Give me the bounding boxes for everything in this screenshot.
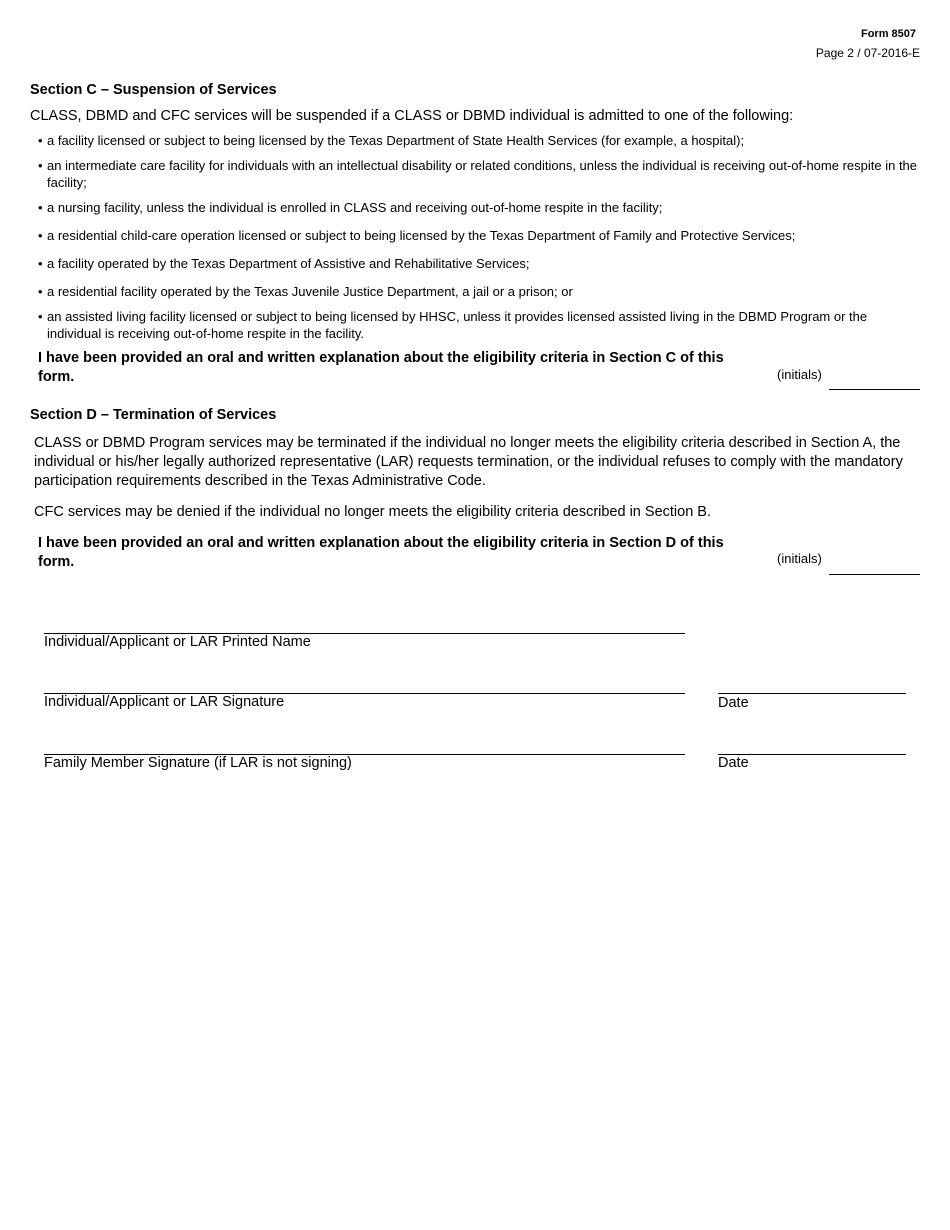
signature-date-label: Date — [718, 695, 749, 711]
list-item-text: a facility operated by the Texas Department of Assistive and Rehabilitative Services; — [47, 256, 530, 271]
section-c-initials-label: (initials) — [777, 367, 822, 382]
bullet-marker: • — [38, 200, 43, 215]
list-item-text: a residential child-care operation licensed or subject to being licensed by the Texas Department of Family and Protective Services; — [47, 228, 796, 243]
list-item — [38, 309, 918, 342]
list-item — [38, 133, 918, 150]
bullet-marker: • — [38, 158, 43, 173]
form-number: Form 8507 — [860, 28, 916, 40]
bullet-marker: • — [38, 256, 43, 271]
list-item-text: an intermediate care facility for individuals with an intellectual disability or related conditions, unless the individual is receiving out-of-home respite in the facility; — [47, 158, 918, 190]
list-item — [38, 200, 918, 217]
section-c-title: Section C – Suspension of Services — [30, 82, 277, 98]
list-item-text: a facility licensed or subject to being licensed by the Texas Department of State Health Services (for example, a hospital); — [47, 133, 745, 148]
bullet-marker: • — [38, 284, 43, 299]
section-d-title: Section D – Termination of Services — [30, 407, 277, 423]
section-d-paragraph-2: CFC services may be denied if the individual no longer meets the eligibility criteria described in Section B. — [34, 504, 711, 520]
printed-name-label: Individual/Applicant or LAR Printed Name — [44, 634, 311, 650]
family-date-label: Date — [718, 755, 749, 771]
list-item — [38, 284, 918, 301]
list-item — [38, 256, 918, 273]
section-c-initials-field[interactable] — [829, 389, 920, 390]
bullet-marker: • — [38, 228, 43, 243]
list-item-text: a residential facility operated by the Texas Juvenile Justice Department, a jail or a prison; or — [47, 284, 573, 299]
section-c-acknowledgement: I have been provided an oral and written explanation about the eligibility criteria in Section C of this form. — [38, 350, 724, 385]
section-d-initials-label: (initials) — [777, 551, 822, 566]
section-d-initials-field[interactable] — [829, 574, 920, 575]
list-item — [38, 228, 918, 245]
signature-label: Individual/Applicant or LAR Signature — [44, 694, 285, 710]
section-d-paragraph-1: CLASS or DBMD Program services may be terminated if the individual no longer meets the eligibility criteria described in Section A, the individual or his/her legally authorized representative (LAR) requests termination, or the individual refuses to comply with the mandatory participation requirements described in the Texas Administrative Code. — [34, 435, 903, 489]
section-c-intro: CLASS, DBMD and CFC services will be suspended if a CLASS or DBMD individual is admitted to one of the following: — [30, 108, 794, 124]
family-signature-label: Family Member Signature (if LAR is not signing) — [44, 755, 352, 771]
section-d-acknowledgement: I have been provided an oral and written explanation about the eligibility criteria in Section D of this form. — [38, 535, 724, 570]
list-item-text: an assisted living facility licensed or subject to being licensed by HHSC, unless it provides licensed assisted living in the DBMD Program or the individual is receiving out-of-home respite in the facility. — [47, 309, 868, 341]
bullet-marker: • — [38, 133, 43, 148]
list-item — [38, 158, 918, 191]
list-item-text: a nursing facility, unless the individual is enrolled in CLASS and receiving out-of-home respite in the facility; — [47, 200, 663, 215]
page-info: Page 2 / 07-2016-E — [815, 46, 920, 60]
signature-date-field[interactable] — [718, 693, 906, 694]
bullet-marker: • — [38, 309, 43, 324]
